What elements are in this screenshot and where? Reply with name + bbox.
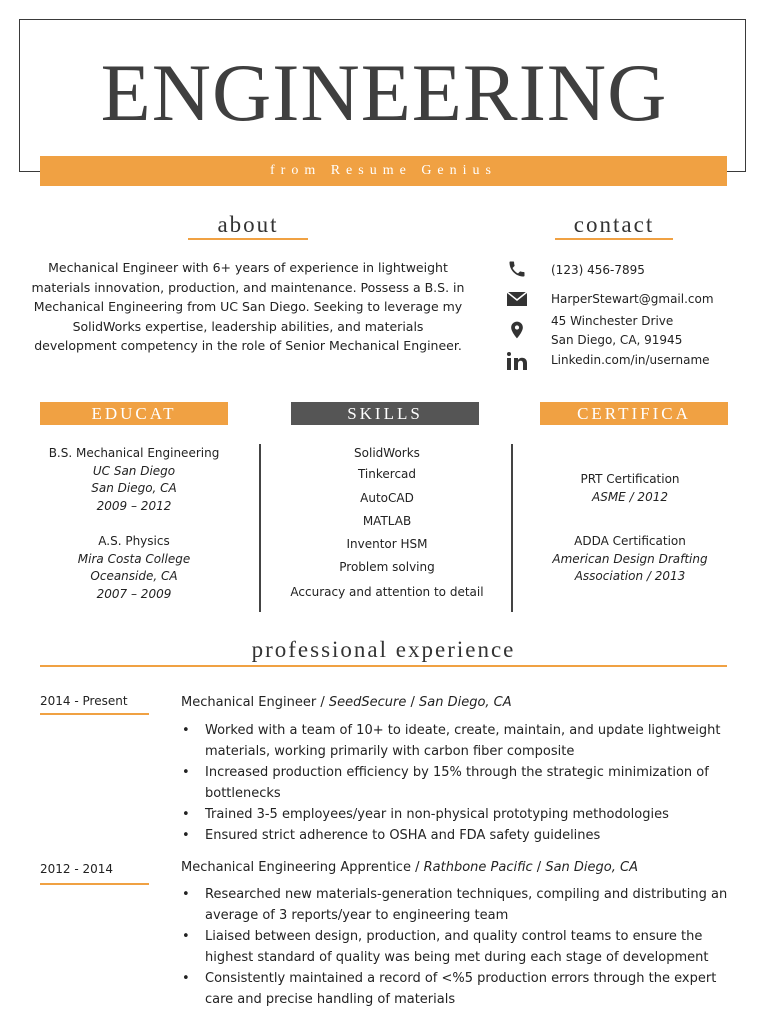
about-line: materials innovation, production, and maintenance. Possess a B.S. in [31,279,465,295]
education-entry [24,533,244,603]
education-years: 2009 – 2012 [96,498,172,513]
experience-heading: professional experience [251,637,516,662]
job-bullets [181,884,741,1010]
education-degree: B.S. Mechanical Engineering [48,446,220,460]
skill-item: Accuracy and attention to detail [290,585,484,599]
job-location: San Diego, CA [418,695,512,710]
skill-item: Inventor HSM [346,537,428,551]
job-separator: / [316,695,329,710]
job-location: San Diego, CA [545,860,638,875]
certification-entry [520,533,740,586]
job-separator: / [532,860,546,875]
about-summary [28,258,468,356]
education-school: Mira Costa College [77,551,191,566]
subtitle-banner: from Resume Genius [40,156,727,186]
contact-linkedin[interactable]: Linkedin.com/in/username [551,353,710,367]
phone-icon [507,259,533,279]
education-entry [24,445,244,515]
job-bullet: • Liaised between design, production, and quality control teams to ensure the highest standard of quality was being met during each stage of development [181,926,741,968]
about-underline [188,238,308,240]
location-icon [507,318,533,342]
job-company: SeedSecure [328,695,407,710]
certification-issuer: Association / 2013 [574,569,686,583]
job-bullets [181,720,741,846]
about-line: Mechanical Engineer with 6+ years of experience in lightweight [48,260,448,275]
email-icon [507,289,533,309]
certification-issuer: American Design Drafting [552,551,708,566]
skill-item: Problem solving [339,560,435,574]
skill-item: Tinkercad [357,467,417,481]
about-line: development competency in the role of Senior Mechanical Engineer. [34,338,462,353]
page-title: ENGINEERING [100,47,668,138]
education-location: San Diego, CA [91,481,177,495]
education-heading: EDUCAT [40,402,228,425]
skill-item: AutoCAD [360,491,414,505]
contact-email-row [507,289,714,309]
job-bullet: • Ensured strict adherence to OSHA and FDA safety guidelines [181,825,741,846]
job-dates: 2012 - 2014 [40,862,114,876]
job-date-underline [40,713,149,715]
certification-entry [520,471,740,506]
job-title-line [181,860,638,875]
about-line: SolidWorks expertise, leadership abilities, and materials [72,318,424,334]
certification-name: PRT Certification [580,472,680,486]
contact-underline [555,238,673,240]
contact-linkedin-row [507,351,710,371]
education-school: UC San Diego [92,463,176,478]
certification-issuer: ASME / 2012 [592,489,668,504]
job-company: Rathbone Pacific [423,860,533,875]
about-heading: about [217,212,279,237]
contact-phone-row [507,259,645,279]
job-bullet: • Worked with a team of 10+ to ideate, create, maintain, and update lightweight materials, working primarily with carbon fiber composite [181,720,741,762]
certification-name: ADDA Certification [574,534,686,548]
job-bullet: • Researched new materials-generation techniques, compiling and distributing an average of 3 reports/year to engineering team [181,884,741,926]
contact-heading: contact [573,212,655,237]
column-divider [259,444,261,612]
job-title: Mechanical Engineer [181,695,317,710]
linkedin-icon [507,351,533,371]
certifications-heading: CERTIFICA [540,402,728,425]
skills-list [262,445,512,602]
job-separator: / [406,695,419,710]
contact-address-row [507,314,683,347]
contact-phone[interactable]: (123) 456-7895 [551,263,645,277]
contact-email[interactable]: HarperStewart@gmail.com [551,292,714,306]
job-separator: / [410,860,424,875]
education-years: 2007 – 2009 [96,586,172,601]
contact-address-line1: 45 Winchester Drive [551,314,674,328]
skill-item: MATLAB [362,514,412,528]
job-date-underline [40,883,149,885]
job-title-line [181,695,512,710]
education-location: Oceanside, CA [90,569,178,583]
job-bullet: • Trained 3-5 employees/year in non-physical prototyping methodologies [181,804,741,825]
experience-underline [40,665,727,667]
job-bullet: • Increased production efficiency by 15% through the strategic minimization of bottlenecks [181,762,741,804]
contact-address-line2: San Diego, CA, 91945 [551,333,683,347]
skill-item: SolidWorks [354,446,420,460]
job-bullet: • Consistently maintained a record of <%5 production errors through the expert care and precise handling of materials [181,968,741,1010]
about-line: Mechanical Engineering from UC San Diego. Seeking to leverage my [33,299,463,314]
skills-heading: SKILLS [291,402,479,425]
job-title: Mechanical Engineering Apprentice [181,860,411,875]
job-dates: 2014 - Present [40,694,128,708]
education-degree: A.S. Physics [98,534,170,548]
